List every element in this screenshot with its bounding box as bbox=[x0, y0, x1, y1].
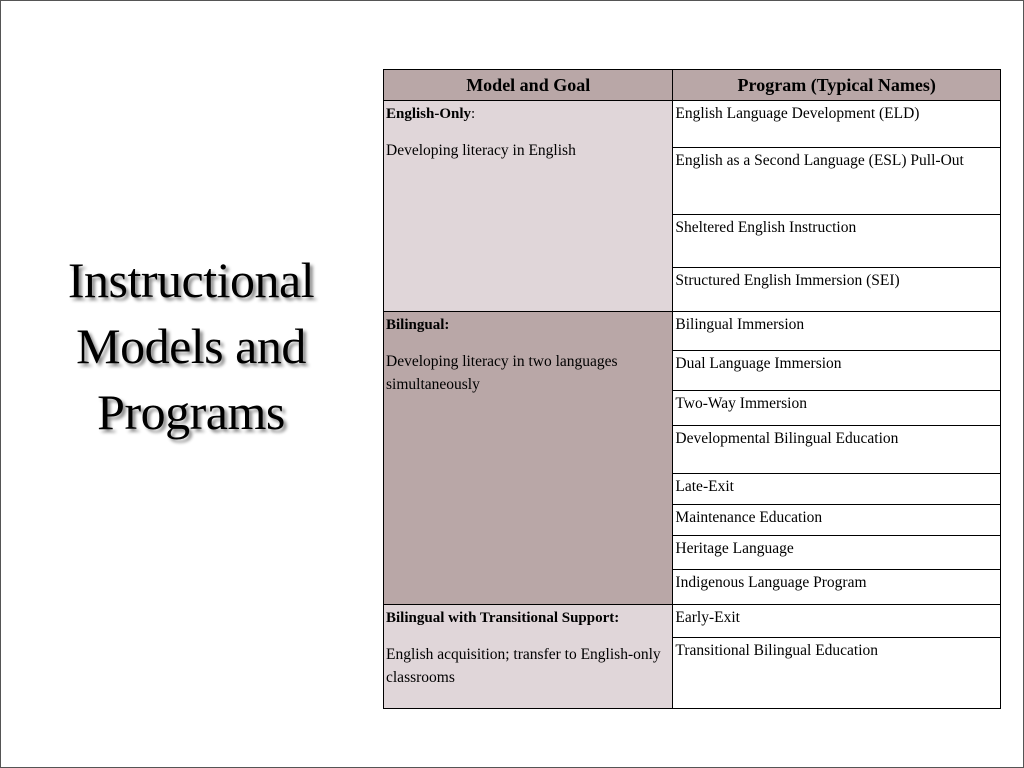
program-cell: Bilingual Immersion bbox=[673, 312, 1001, 351]
model-cell-english-only bbox=[384, 101, 673, 312]
header-program-names: Program (Typical Names) bbox=[673, 70, 1001, 101]
program-cell: Early-Exit bbox=[673, 605, 1001, 638]
program-cell: Developmental Bilingual Education bbox=[673, 426, 1001, 474]
programs-table bbox=[383, 69, 1001, 709]
table-row bbox=[384, 101, 1001, 148]
program-cell: Heritage Language bbox=[673, 536, 1001, 570]
model-name: Bilingual: bbox=[386, 317, 450, 333]
program-cell: English as a Second Language (ESL) Pull-Out bbox=[673, 148, 1001, 215]
model-goal: Developing literacy in English bbox=[386, 142, 576, 159]
program-cell: Two-Way Immersion bbox=[673, 391, 1001, 426]
header-model-and-goal: Model and Goal bbox=[384, 70, 673, 101]
slide-title bbox=[23, 247, 359, 445]
program-cell: Late-Exit bbox=[673, 474, 1001, 505]
model-name: English-Only bbox=[386, 106, 472, 122]
model-cell-bilingual bbox=[384, 312, 673, 605]
program-cell: Maintenance Education bbox=[673, 505, 1001, 536]
model-name-suffix: : bbox=[471, 106, 476, 122]
slide-title-line: Programs bbox=[97, 384, 285, 440]
model-name: Bilingual with Transitional Support: bbox=[386, 610, 620, 626]
model-goal: Developing literacy in two languages simultaneously bbox=[386, 353, 618, 393]
program-cell: Indigenous Language Program bbox=[673, 570, 1001, 605]
model-goal: English acquisition; transfer to English-only classrooms bbox=[386, 646, 661, 686]
slide-title-line: Models and bbox=[76, 318, 306, 374]
program-cell: Sheltered English Instruction bbox=[673, 215, 1001, 268]
slide-title-line: Instructional bbox=[67, 252, 315, 308]
program-cell: Transitional Bilingual Education bbox=[673, 638, 1001, 709]
program-cell: Dual Language Immersion bbox=[673, 351, 1001, 391]
program-cell: Structured English Immersion (SEI) bbox=[673, 268, 1001, 312]
model-cell-bilingual-transitional bbox=[384, 605, 673, 709]
program-cell: English Language Development (ELD) bbox=[673, 101, 1001, 148]
table-header-row bbox=[384, 70, 1001, 101]
table-row bbox=[384, 605, 1001, 638]
table-row bbox=[384, 312, 1001, 351]
